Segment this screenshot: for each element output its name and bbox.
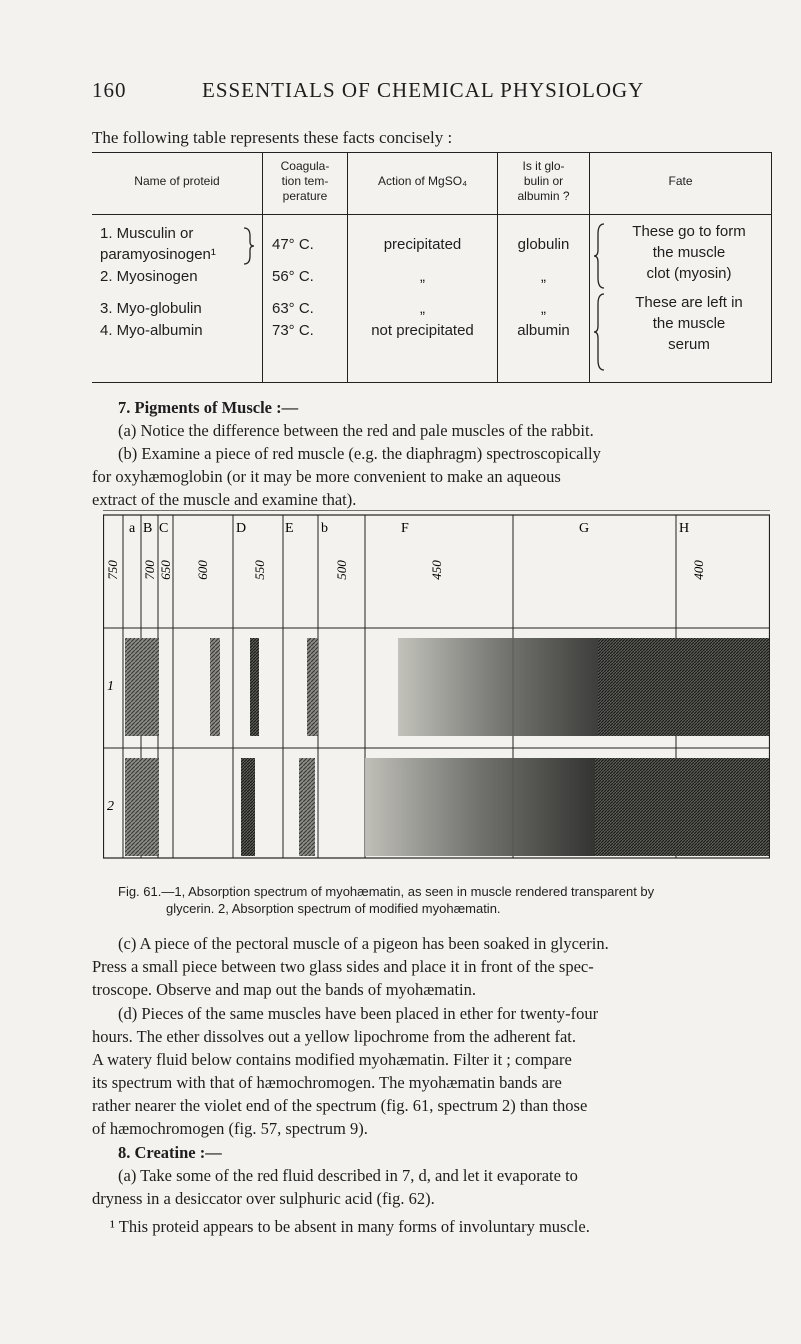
row1-type: globulin — [517, 236, 570, 253]
para-c-line-3: troscope. Observe and map out the bands of myohæmatin. — [92, 980, 477, 999]
row1-name-line1: 1. Musculin or — [100, 225, 194, 242]
fate-1-line-1: These go to form — [632, 223, 746, 240]
header-globulin-or-albumin: Is it glo- bulin or albumin ? — [517, 159, 570, 203]
wavelength-500: 500 — [334, 560, 349, 580]
spectrum-1-band-e1 — [250, 638, 259, 736]
section8-heading: 8. Creatine :— — [118, 1143, 222, 1162]
wavelength-700: 700 — [142, 560, 157, 580]
para-d-line-2: hours. The ether dissolves out a yellow lipochrome from the adherent fat. — [92, 1027, 577, 1046]
section7-b-line-1: (b) Examine a piece of red muscle (e.g. the diaphragm) spectroscopically — [118, 444, 601, 463]
wavelength-750: 750 — [105, 560, 120, 580]
para-d-line-3: A watery fluid below contains modified myohæmatin. Filter it ; compare — [92, 1050, 572, 1069]
section8-a-line-2: dryness in a desiccator over sulphuric acid (fig. 62). — [92, 1189, 435, 1208]
para-d-line-5: rather nearer the violet end of the spectrum (fig. 61, spectrum 2) than those — [92, 1096, 588, 1115]
spectrum-2-band-violet — [595, 758, 769, 856]
header-fate: Fate — [668, 174, 693, 188]
table-col-rule — [262, 152, 263, 383]
line-a: a — [129, 521, 136, 536]
section8-para-a — [92, 1164, 782, 1210]
row3-name: 3. Myo-globulin — [100, 300, 202, 317]
row1-name-line2: paramyosinogen¹ — [100, 246, 216, 263]
intro-sentence: The following table represents these facts concisely : — [92, 128, 453, 147]
row2-name: 2. Myosinogen — [100, 268, 198, 285]
row4-temp: 73° C. — [272, 322, 314, 339]
para-c-line-2: Press a small piece between two glass sides and place it in front of the spec- — [92, 957, 594, 976]
line-G: G — [579, 521, 590, 536]
line-b: b — [321, 521, 328, 536]
spectrum-2-band-e — [299, 758, 315, 856]
line-B: B — [143, 521, 153, 536]
fate-1-line-3: clot (myosin) — [646, 265, 732, 282]
spectrum-row-label-2: 2 — [107, 799, 114, 814]
spectrum-1-band-red — [125, 638, 159, 736]
wavelength-550: 550 — [252, 560, 267, 580]
fate-brace-2-icon — [592, 292, 606, 372]
row1-brace-icon — [242, 226, 256, 266]
fate-2-line-1: These are left in — [635, 294, 743, 311]
row2-type: „ — [541, 268, 546, 285]
header-coagulation-temperature: Coagula- tion tem- perature — [280, 159, 330, 203]
section7-para-a: (a) Notice the difference between the red and pale muscles of the rabbit. — [118, 421, 594, 440]
section8-a-line-1: (a) Take some of the red fluid described in 7, d, and let it evaporate to — [118, 1166, 578, 1185]
spectrum-2-band-violet-fade — [365, 758, 595, 856]
fate-group-2 — [606, 292, 772, 355]
row2-action: „ — [420, 268, 425, 285]
section7-b-line-2: for oxyhæmoglobin (or it may be more convenient to make an aqueous — [92, 467, 561, 486]
wavelength-400: 400 — [691, 560, 706, 580]
figure-caption-line-2: glycerin. 2, Absorption spectrum of modified myohæmatin. — [166, 901, 501, 916]
spectrum-2-band-d — [241, 758, 255, 856]
line-D: D — [236, 521, 247, 536]
para-d-line-6: of hæmochromogen (fig. 57, spectrum 9). — [92, 1119, 368, 1138]
fate-2-line-2: the muscle — [652, 315, 726, 332]
row4-name: 4. Myo-albumin — [100, 322, 203, 339]
para-d-line-4: its spectrum with that of hæmochromogen. The myohæmatin bands are — [92, 1073, 562, 1092]
spectrum-1-band-e2 — [307, 638, 318, 736]
footnote: ¹ This proteid appears to be absent in many forms of involuntary muscle. — [110, 1217, 590, 1236]
paragraph-d — [92, 1002, 782, 1140]
running-title: ESSENTIALS OF CHEMICAL PHYSIOLOGY — [202, 78, 645, 102]
page-number: 160 — [92, 78, 127, 102]
proteid-table — [92, 152, 772, 383]
row1-temp: 47° C. — [272, 236, 314, 253]
spectrum-2-bands — [125, 758, 769, 856]
table-bottom-rule — [92, 382, 772, 383]
fate-brace-1-icon — [592, 222, 606, 290]
absorption-spectrum-figure — [103, 510, 770, 860]
wavelength-600: 600 — [195, 560, 210, 580]
line-C: C — [159, 521, 169, 536]
row3-type: „ — [541, 300, 546, 317]
spectrum-1-band-violet-fade — [398, 638, 598, 736]
spectrum-svg — [103, 510, 770, 860]
row3-temp: 63° C. — [272, 300, 314, 317]
line-F: F — [401, 521, 409, 536]
wavelength-650: 650 — [158, 560, 173, 580]
section7-para-b — [92, 442, 772, 511]
spectrum-1-band-d — [210, 638, 220, 736]
spectrum-1-bands — [125, 638, 769, 736]
fate-1-line-2: the muscle — [652, 244, 726, 261]
fate-group-1 — [606, 221, 772, 284]
figure-caption-line-1: Fig. 61.—1, Absorption spectrum of myohæmatin, as seen in muscle rendered transparent by — [118, 884, 655, 899]
paragraph-c — [92, 932, 782, 1001]
row2-temp: 56° C. — [272, 268, 314, 285]
table-header-rule — [92, 214, 772, 215]
header-name-of-proteid: Name of proteid — [134, 174, 220, 188]
wavelength-450: 450 — [429, 560, 444, 580]
para-c-line-1: (c) A piece of the pectoral muscle of a pigeon has been soaked in glycerin. — [118, 934, 609, 953]
fate-2-line-3: serum — [668, 336, 710, 353]
table-top-rule — [92, 152, 772, 153]
spectrum-2-band-red — [125, 758, 159, 856]
row1-action: precipitated — [383, 236, 462, 253]
header-action-mgso4: Action of MgSO₄ — [378, 174, 467, 188]
spectrum-1-band-violet — [598, 638, 769, 736]
para-d-line-1: (d) Pieces of the same muscles have been placed in ether for twenty-four — [118, 1004, 599, 1023]
row4-action: not precipitated — [371, 322, 474, 339]
row4-type: albumin — [517, 322, 570, 339]
figure-caption — [118, 883, 778, 917]
spectrum-row-label-1: 1 — [107, 679, 114, 694]
section7-b-line-3: extract of the muscle and examine that). — [92, 490, 357, 509]
section7-heading: 7. Pigments of Muscle :— — [118, 398, 299, 417]
row3-action: „ — [420, 300, 425, 317]
line-H: H — [679, 521, 690, 536]
line-E: E — [285, 521, 294, 536]
